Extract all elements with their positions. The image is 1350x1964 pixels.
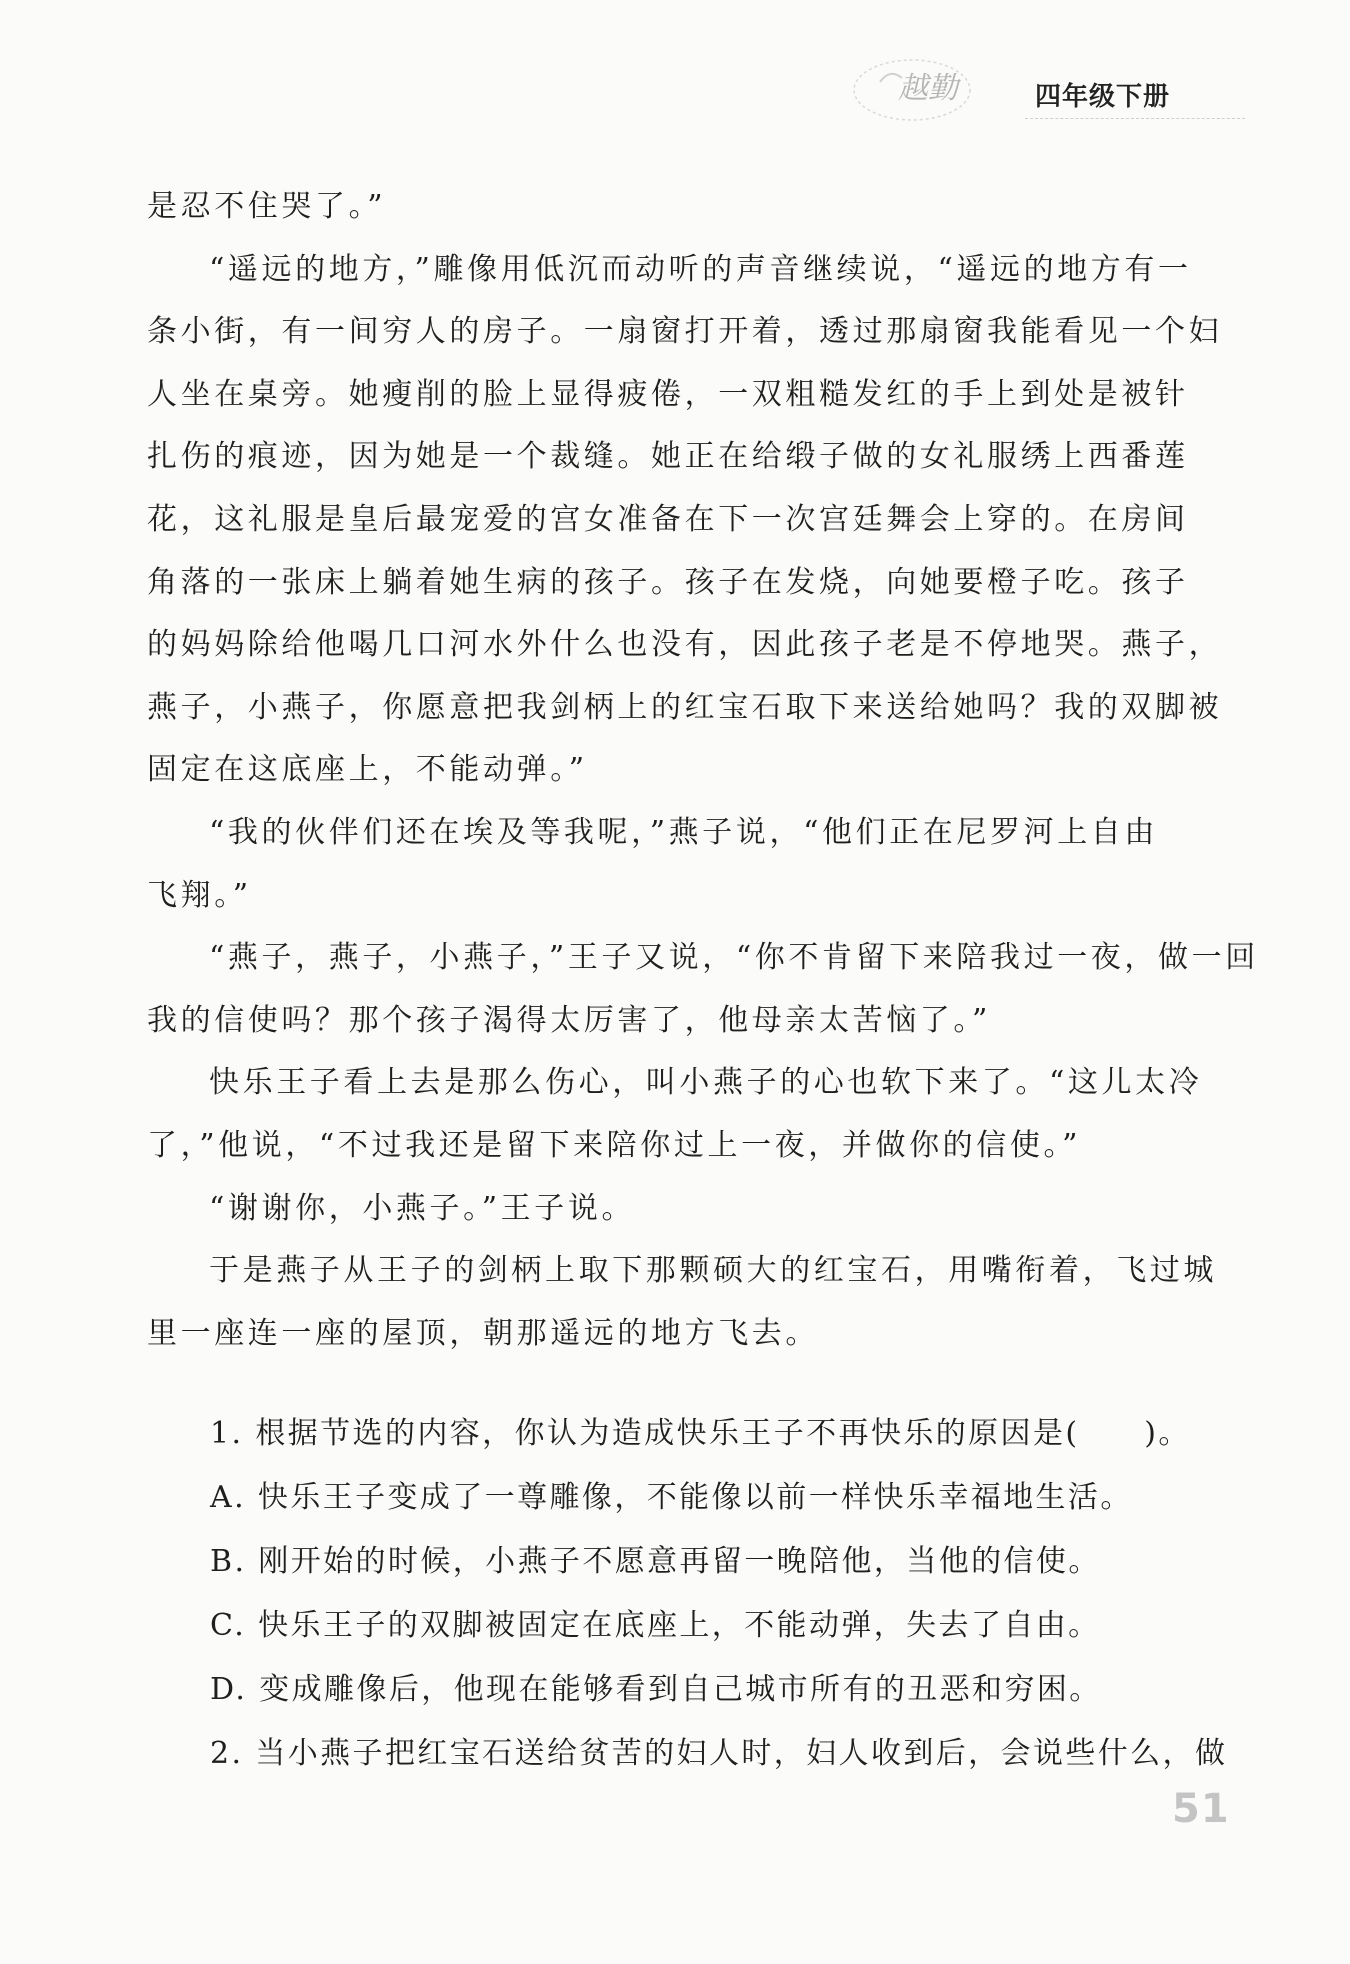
passage-line: 于是燕子从王子的剑柄上取下那颗硕大的红宝石，用嘴衔着，飞过城 <box>209 1253 1217 1289</box>
passage-line: 固定在这底座上，不能动弹。” <box>147 752 588 788</box>
question-1: 1. 根据节选的内容，你认为造成快乐王子不再快乐的原因是( )。 <box>210 1416 1191 1451</box>
option-c: C. 快乐王子的双脚被固定在底座上，不能动弹，失去了自由。 <box>210 1608 1101 1643</box>
question-section <box>210 1402 1228 1786</box>
passage-line: 燕子，小燕子，你愿意把我剑柄上的红宝石取下来送给她吗？我的双脚被 <box>147 689 1223 725</box>
option-a: A. 快乐王子变成了一尊雕像，不能像以前一样快乐幸福地生活。 <box>210 1480 1133 1515</box>
passage-line: 花，这礼服是皇后最宠爱的宫女准备在下一次宫廷舞会上穿的。在房间 <box>147 501 1189 537</box>
passage-line: 角落的一张床上躺着她生病的孩子。孩子在发烧，向她要橙子吃。孩子 <box>147 564 1189 600</box>
passage-line: “遥远的地方，”雕像用低沉而动听的声音继续说，“遥远的地方有一 <box>209 251 1192 287</box>
passage-line: 人坐在桌旁。她瘦削的脸上显得疲倦，一双粗糙发红的手上到处是被针 <box>147 376 1189 412</box>
yueqin-seal-logo <box>850 52 1000 130</box>
page-header <box>830 52 1260 132</box>
passage-line: 里一座连一座的屋顶，朝那遥远的地方飞去。 <box>147 1315 819 1351</box>
passage-line: 扎伤的痕迹，因为她是一个裁缝。她正在给缎子做的女礼服绣上西番莲 <box>147 439 1189 475</box>
option-d: D. 变成雕像后，他现在能够看到自己城市所有的丑恶和穷困。 <box>210 1672 1102 1707</box>
passage-line: 快乐王子看上去是那么伤心，叫小燕子的心也软下来了。“这儿太冷 <box>209 1065 1203 1101</box>
passage-line: 我的信使吗？那个孩子渴得太厉害了，他母亲太苦恼了。” <box>147 1002 991 1038</box>
question-2: 2. 当小燕子把红宝石送给贫苦的妇人时，妇人收到后，会说些什么，做 <box>210 1736 1228 1771</box>
passage-line: 条小街，有一间穷人的房子。一扇窗打开着，透过那扇窗我能看见一个妇 <box>147 314 1223 350</box>
seal-text: 越勤 <box>898 71 958 106</box>
option-b: B. 刚开始的时候，小燕子不愿意再留一晚陪他，当他的信使。 <box>210 1544 1101 1579</box>
reading-passage <box>147 176 1259 1365</box>
passage-line: 的妈妈除给他喝几口河水外什么也没有，因此孩子老是不停地哭。燕子， <box>147 627 1223 663</box>
passage-line: 是忍不住哭了。” <box>147 189 387 224</box>
header-divider <box>1025 118 1245 119</box>
passage-line: “谢谢你，小燕子。”王子说。 <box>209 1190 636 1226</box>
grade-label: 四年级下册 <box>1035 82 1171 112</box>
page-number: 51 <box>1172 1786 1230 1832</box>
passage-line: “我的伙伴们还在埃及等我呢，”燕子说，“他们正在尼罗河上自由 <box>209 814 1159 850</box>
passage-line: “燕子，燕子，小燕子，”王子又说，“你不肯留下来陪我过一夜，做一回 <box>209 940 1259 976</box>
passage-line: 了，”他说，“不过我还是留下来陪你过上一夜，并做你的信使。” <box>147 1127 1082 1163</box>
passage-line: 飞翔。” <box>147 877 252 913</box>
